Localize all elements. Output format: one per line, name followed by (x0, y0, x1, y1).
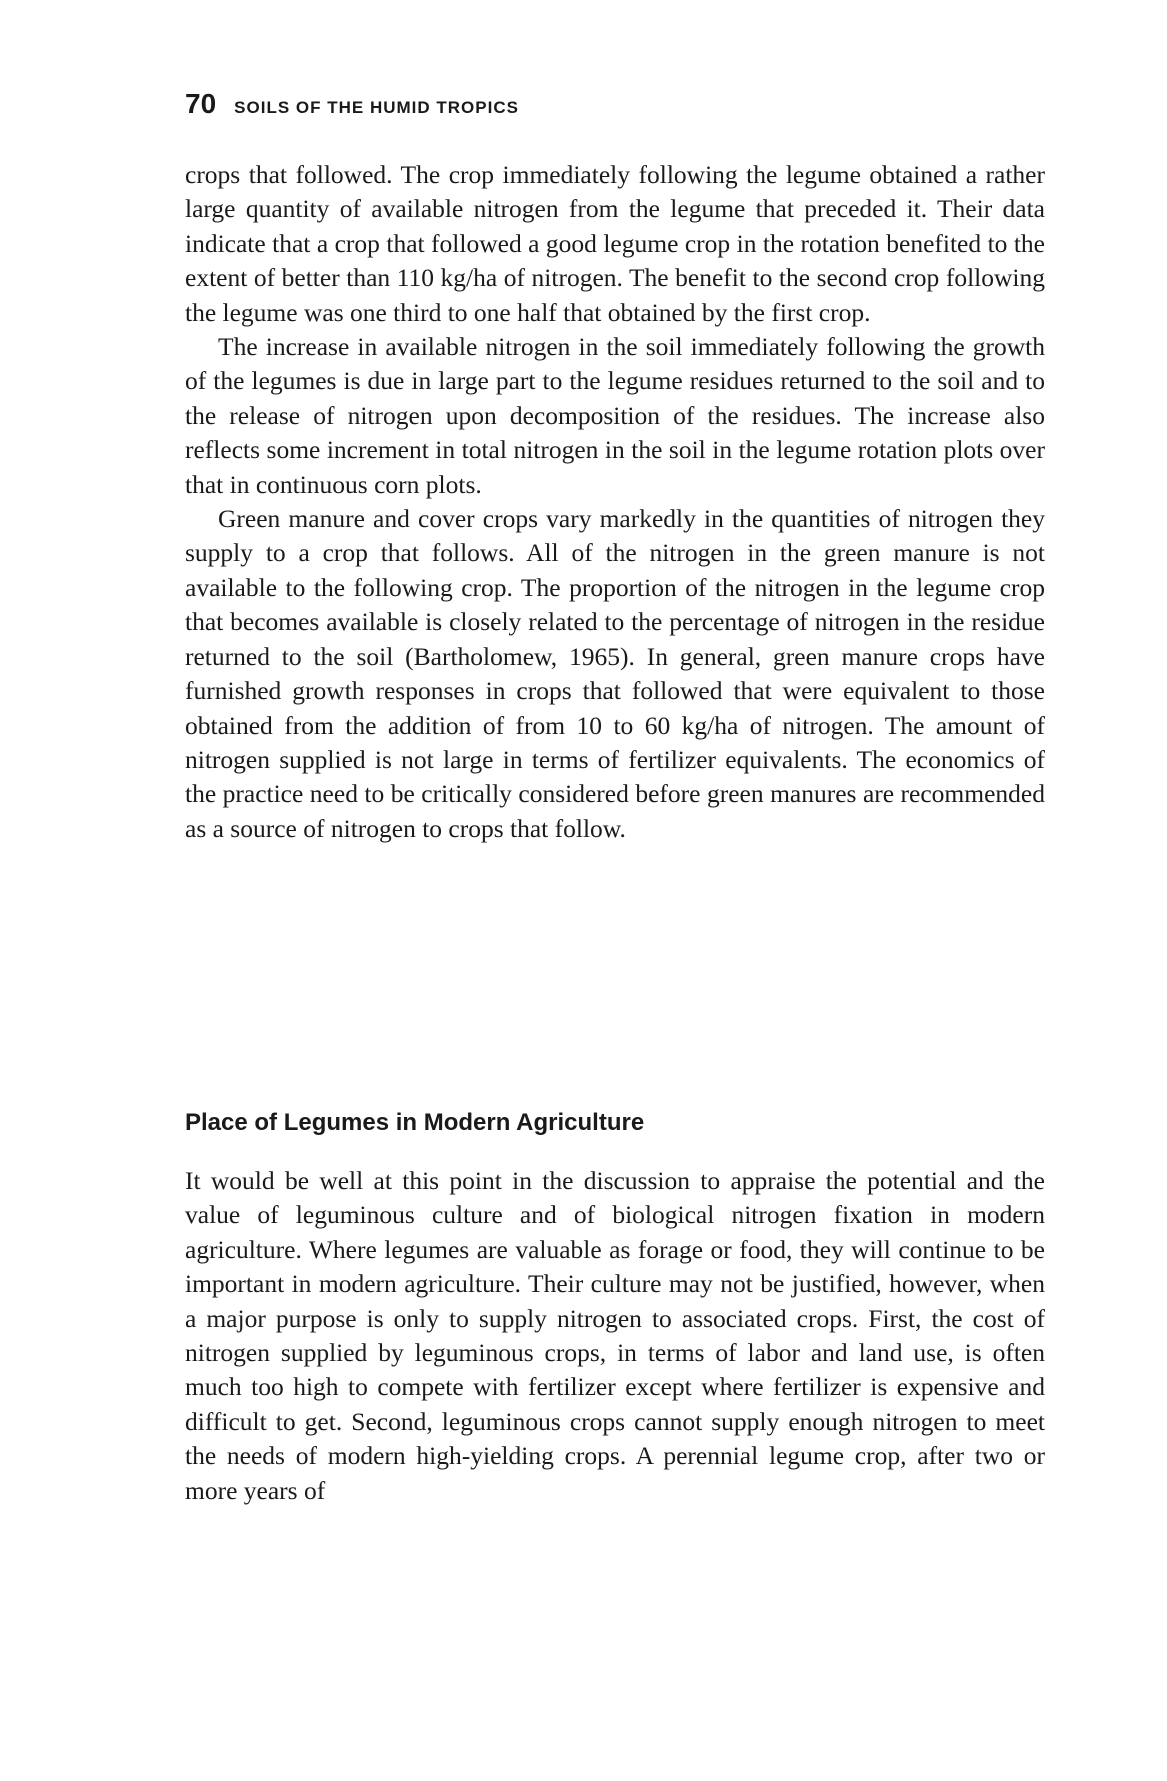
paragraph-nitrogen-increase: The increase in available nitrogen in the soil immediately following the growth of the legumes is due in large part to the legume residues returned to the soil and to the release of nitrogen upon decomposition of the residues. The increase also reflects some increment in total nitrogen in the soil in the legume rotation plots over that in continuous corn plots. (185, 332, 1045, 499)
section-heading: Place of Legumes in Modern Agriculture (185, 1109, 645, 1136)
page-number: 70 (185, 88, 217, 119)
running-title: SOILS OF THE HUMID TROPICS (234, 98, 519, 117)
paragraph-continued: crops that followed. The crop immediately following the legume obtained a rather large quantity of available nitrogen from the legume that preceded it. Their data indicate that a crop that followed a good legume crop in the rotation benefited to the extent of better than 110 kg/ha of nitrogen. The benefit to the second crop following the legume was one third to one half that obtained by the first crop. (185, 160, 1045, 327)
section-body (185, 1164, 1045, 1508)
running-head (185, 88, 519, 120)
paragraph-legumes-modern: It would be well at this point in the discussion to appraise the potential and the value of leguminous culture and of biological nitrogen fixation in modern agriculture. Where legumes are valuable as forage or food, they will continue to be important in modern agriculture. Their culture may not be justified, however, when a major purpose is only to supply nitrogen to associated crops. First, the cost of nitrogen supplied by leguminous crops, in terms of labor and land use, is often much too high to compete with fertilizer except where fertilizer is expensive and difficult to get. Second, leguminous crops cannot supply enough nitrogen to meet the needs of modern high-yielding crops. A perennial legume crop, after two or more years of (185, 1166, 1045, 1505)
body-text (185, 158, 1045, 846)
paragraph-green-manure: Green manure and cover crops vary markedly in the quantities of nitrogen they supply to a crop that follows. All of the nitrogen in the green manure is not available to the following crop. The proportion of the nitrogen in the legume crop that becomes available is closely related to the percentage of nitrogen in the residue returned to the soil (Bartholomew, 1965). In general, green manure crops have furnished growth responses in crops that followed that were equivalent to those obtained from the addition of from 10 to 60 kg/ha of nitrogen. The amount of nitrogen supplied is not large in terms of fertilizer equivalents. The economics of the practice need to be critically considered before green manures are recommended as a source of nitrogen to crops that follow. (185, 504, 1045, 843)
